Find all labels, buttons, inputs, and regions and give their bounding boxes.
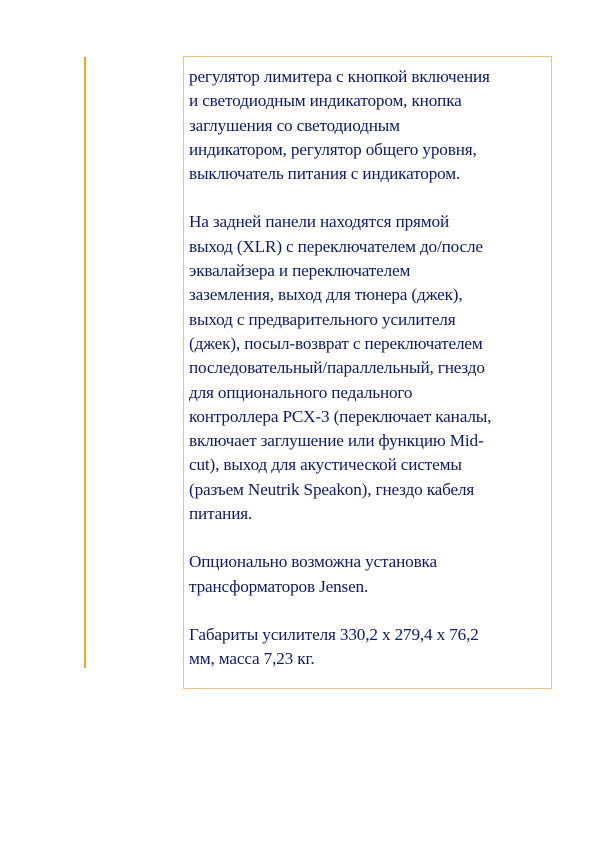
text-line: выключатель питания с индикатором. xyxy=(189,164,461,184)
text-line: выход (XLR) с переключателем до/после xyxy=(189,236,483,256)
text-line: Опционально возможна установка xyxy=(189,552,437,572)
text-line: индикатором, регулятор общего уровня, xyxy=(189,139,477,159)
paragraph-dimensions xyxy=(189,623,548,672)
text-line: выход с предварительного усилителя xyxy=(189,309,456,329)
text-line: последовательный/параллельный, гнездо xyxy=(189,358,485,378)
text-line: контроллера PCX-3 (переключает каналы, xyxy=(189,406,492,426)
text-line: и светодиодным индикатором, кнопка xyxy=(189,91,462,111)
text-line: (джек), посыл-возврат с переключателем xyxy=(189,333,483,353)
text-line: включает заглушение или функцию Mid- xyxy=(189,431,484,451)
text-line: (разъем Neutrik Speakon), гнездо кабеля xyxy=(189,479,475,499)
text-line: эквалайзера и переключателем xyxy=(189,261,411,281)
text-line: для опционального педального xyxy=(189,382,413,402)
text-line: cut), выход для акустической системы xyxy=(189,455,462,475)
text-line: мм, масса 7,23 кг. xyxy=(189,649,315,669)
text-line: регулятор лимитера с кнопкой включения xyxy=(189,67,490,86)
text-line: трансформаторов Jensen. xyxy=(189,576,369,596)
text-line: заземления, выход для тюнера (джек), xyxy=(189,285,463,305)
text-frame xyxy=(183,56,552,689)
paragraph-rear-panel xyxy=(189,210,548,526)
paragraph-optional-transformers xyxy=(189,550,548,599)
text-line: На задней панели находятся прямой xyxy=(189,212,450,232)
paragraph-front-panel-controls xyxy=(189,65,548,186)
margin-rule xyxy=(84,57,86,668)
text-line: питания. xyxy=(189,504,253,524)
text-line: заглушения со светодиодным xyxy=(189,115,400,135)
text-line: Габариты усилителя 330,2 x 279,4 x 76,2 xyxy=(189,624,479,644)
